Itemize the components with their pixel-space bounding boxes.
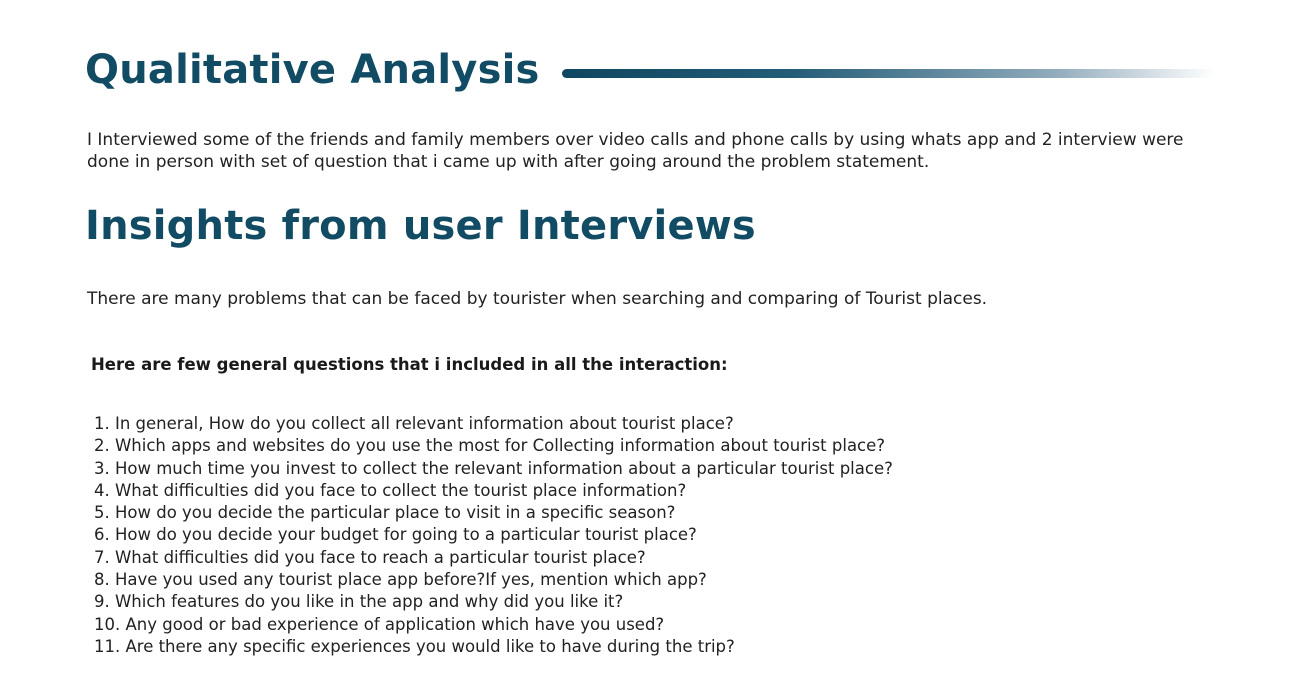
insights-paragraph: There are many problems that can be faced by tourister when searching and comparing of Tourist places. <box>87 289 988 309</box>
question-item: 8. Have you used any tourist place app before?If yes, mention which app? <box>94 570 707 590</box>
question-item: 7. What difficulties did you face to reach a particular tourist place? <box>94 547 646 567</box>
questions-heading: Here are few general questions that i included in all the interaction: <box>91 355 728 374</box>
qualitative-analysis-title: Qualitative Analysis <box>85 47 540 93</box>
question-item: 11. Are there any specific experiences you would like to have during the trip? <box>94 636 735 656</box>
question-item: 1. In general, How do you collect all relevant information about tourist place? <box>94 414 734 433</box>
question-list <box>94 413 893 658</box>
question-item: 3. How much time you invest to collect the relevant information about a particular tourist place? <box>94 458 893 478</box>
question-item: 6. How do you decide your budget for going to a particular tourist place? <box>94 525 697 545</box>
question-item: 9. Which features do you like in the app and why did you like it? <box>94 592 624 612</box>
question-item: 2. Which apps and websites do you use the most for Collecting information about tourist place? <box>94 436 886 456</box>
interview-method-paragraph: I Interviewed some of the friends and family members over video calls and phone calls by using whats app and 2 interview were done in person with set of question that i came up with after going around the problem statement. <box>87 130 1184 172</box>
question-item: 4. What difficulties did you face to collect the tourist place information? <box>94 480 687 500</box>
title-divider-line <box>562 69 1215 78</box>
qualitative-header <box>85 40 1215 100</box>
insights-title: Insights from user Interviews <box>85 203 756 249</box>
question-item: 10. Any good or bad experience of application which have you used? <box>94 614 665 634</box>
question-item: 5. How do you decide the particular place to visit in a specific season? <box>94 503 676 523</box>
